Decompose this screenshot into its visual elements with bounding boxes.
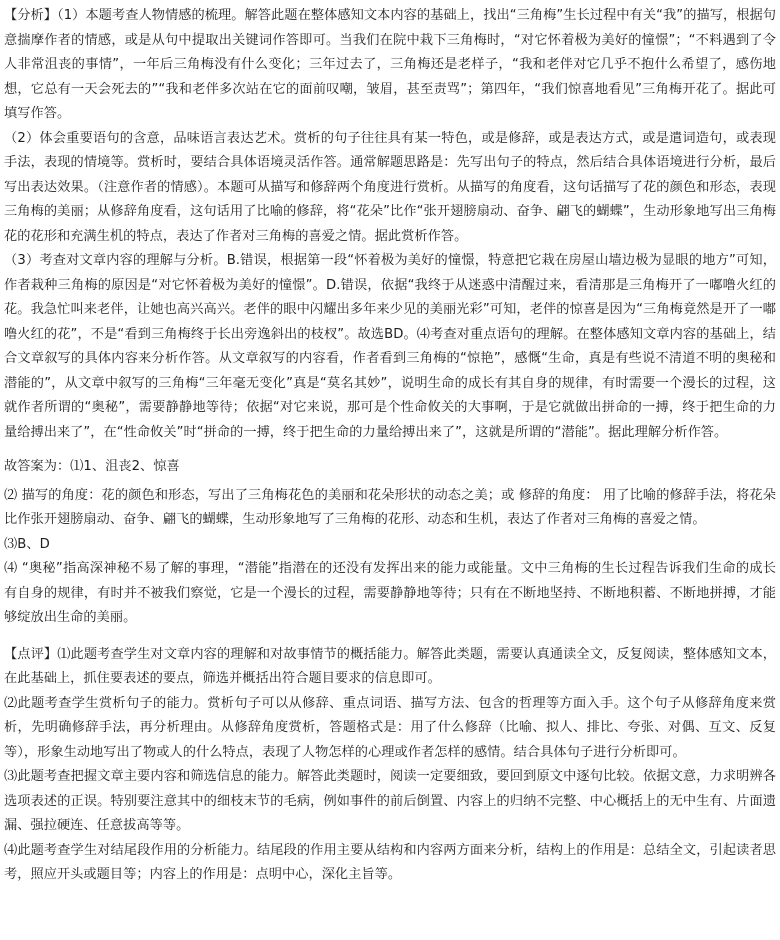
analysis-paragraph-1: 【分析】（1）本题考查人物情感的梳理。解答此题在整体感知文本内容的基础上，找出“三角梅”生长过程中有关“我”的描写，根据句意揣摩作者的情感，或是从句中提取出关键词作答即可。当我们在院中栽下三角梅时，“对它怀着极为美好的憧憬”；“不料遇到了令人非常沮丧的事情”，一年后三角梅没有什么变化；三年过去了，三角梅还是老样子，“我和老伴对它几乎不抱什么希望了，感伤地想，它总有一天会死去的”“我和老伴多次站在它的面前叹嘲，皱眉，甚至责骂”；第四年，“我们惊喜地看见”三角梅开花了。据此可填写作答。 (4, 8, 776, 121)
analysis-paragraph-2: （2）体会重要语句的含意，品味语言表达艺术。赏析的句子往往具有某一特色，或是修辞，或是表达方式，或是遣词造句，或表现手法，表现的情境等。赏析时，要结合具体语境灵活作答。通常解题思路是：先写出句子的特点，然后结合具体语境进行分析，最后写出表达效果。（注意作者的情感）。本题可从描写和修辞两个角度进行赏析。从描写的角度看，这句话描写了花的颜色和形态，表现三角梅的美丽；从修辞角度看，这句话用了比喻的修辞，将“花朵”比作“张开翅膀扇动、奋争、翩飞的蝴蝶”，生动形象地写出三角梅花的花形和充满生机的特点，表达了作者对三角梅的喜爱之情。据此赏析作答。 (4, 130, 776, 244)
comment-paragraph-2: ⑵此题考查学生赏析句子的能力。赏析句子可以从修辞、重点词语、描写方法、包含的哲理等方面入手。这个句子从修辞角度来赏析，先明确修辞手法，再分析理由。从修辞角度赏析，答题格式是：用了什么修辞（比喻、拟人、排比、夸张、对偶、互文、反复等），形象生动地写出了物或人的什么特点，表现了人物怎样的心理或作者怎样的感情。结合具体句子进行分析即可。 (4, 695, 776, 760)
answer-document (4, 4, 776, 888)
comment-paragraph-1: 【点评】⑴此题考查学生对文章内容的理解和对故事情节的概括能力。解答此类题，需要认真通读全文，反复阅读，整体感知文本，在此基础上，抓住要表述的要点，筛选并概括出符合题目要求的信息即可。 (4, 646, 776, 686)
answer-item-4: ⑷ “奥秘”指高深神秘不易了解的事理，“潜能”指潜在的还没有发挥出来的能力或能量。文中三角梅的生长过程告诉我们生命的成长有自身的规律，有时并不被我们察觉，它是一个漫长的过程，需要静静地等待；只有在不断地坚持、不断地积蓄、不断地拼搏，才能够绽放出生命的美丽。 (4, 561, 776, 625)
comment-section (4, 643, 776, 888)
comment-paragraph-3: ⑶此题考查把握文章主要内容和筛选信息的能力。解答此类题时，阅读一定要细致，要回到原文中逐句比较。依据文意，力求明辨各选项表述的正误。特别要注意其中的细枝末节的毛病，例如事件的前后倒置、内容上的归纳不完整、中心概括上的无中生有、片面遗漏、强拉硬连、任意拔高等等。 (4, 769, 776, 833)
analysis-paragraph-3: （3）考查对文章内容的理解与分析。B.错误，根据第一段“怀着极为美好的憧憬，特意把它栽在房屋山墙边极为显眼的地方”可知，作者栽种三角梅的原因是“对它怀着极为美好的憧憬”。D.错误，依据“我终于从迷惑中清醒过来，看清那是三角梅开了一嘟噜火红的花。我急忙叫来老伴，让她也高兴高兴。老伴的眼中闪耀出多年来少见的美丽光彩”可知，老伴的惊喜是因为“三角梅竟然是开了一嘟噜火红的花”，不是“看到三角梅终于长出旁逸斜出的枝杈”。故选BD。⑷考查对重点语句的理解。在整体感知文章内容的基础上，结合文章叙写的具体内容来分析作答。从文章叙写的内容看，作者看到三角梅的“惊艳”，感慨“生命，真是有些说不清道不明的奥秘和潜能的”，从文章中叙写的三角梅“三年毫无变化”真是“莫名其妙”，说明生命的成长有其自身的规律，有时需要一个漫长的过程，这就作者所谓的“奥秘”，需要静静地等待；依据“对它来说，那可是个性命攸关的大事啊，于是它就做出拼命的一搏，终于把生命的力量给搏出来了”，在“性命攸关”时“拼命的一搏，终于把生命的力量给搏出来了”，这就是所谓的“潜能”。据此理解分析作答。 (4, 253, 776, 440)
comment-paragraph-4: ⑷此题考查学生对结尾段作用的分析能力。结尾段的作用主要从结构和内容两方面来分析，结构上的作用是：总结全文，引起读者思考，照应开头或题目等；内容上的作用是：点明中心，深化主旨等。 (4, 842, 776, 882)
answer-item-3: ⑶B、D (4, 536, 50, 552)
analysis-section (4, 4, 776, 445)
answer-section (4, 455, 776, 631)
answer-heading: 故答案为：⑴1、沮丧2、惊喜 (4, 459, 180, 474)
answer-item-2: ⑵ 描写的角度：花的颜色和形态，写出了三角梅花色的美丽和花朵形状的动态之美；或 修辞的角度： 用了比喻的修辞手法，将花朵比作张开翅膀扇动、奋争、翩飞的蝴蝶，生动形象地写了三角梅的花形、动态和生机，表达了作者对三角梅的喜爱之情。 (4, 487, 776, 527)
